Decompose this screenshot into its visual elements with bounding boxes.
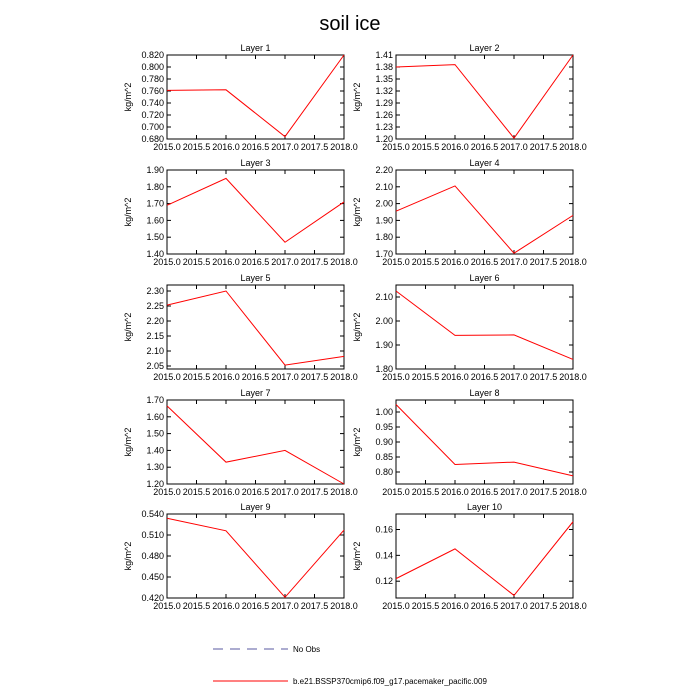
y-tick-label: 0.420 xyxy=(141,593,164,603)
panel-grid xyxy=(123,43,587,611)
series-line xyxy=(167,55,344,137)
x-tick-label: 2017.5 xyxy=(300,142,329,152)
x-tick-label: 2015.5 xyxy=(411,257,440,267)
y-tick-label: 1.40 xyxy=(146,249,164,259)
series-line xyxy=(396,186,573,253)
y-tick-label: 1.70 xyxy=(146,198,164,209)
y-tick-label: 2.20 xyxy=(375,165,393,175)
y-tick-label: 1.35 xyxy=(375,74,393,84)
panel-layer-1 xyxy=(123,43,358,152)
x-tick-label: 2015.5 xyxy=(411,142,440,152)
y-tick-label: 1.80 xyxy=(375,232,393,243)
y-axis-label: kg/m^2 xyxy=(352,82,362,112)
series-line xyxy=(167,406,344,484)
y-tick-label: 1.50 xyxy=(146,428,164,439)
panel-layer-9 xyxy=(123,502,358,611)
y-axis-label: kg/m^2 xyxy=(123,82,133,112)
x-tick-label: 2015.5 xyxy=(411,601,440,611)
y-tick-label: 2.25 xyxy=(146,301,164,311)
x-tick-label: 2016.5 xyxy=(470,257,499,267)
x-tick-label: 2015.5 xyxy=(182,142,211,152)
x-tick-label: 2016.0 xyxy=(441,372,469,382)
plot-frame xyxy=(167,170,344,254)
plot-frame xyxy=(167,55,344,139)
series-line xyxy=(396,522,573,596)
y-tick-label: 2.10 xyxy=(375,292,393,302)
y-tick-label: 2.00 xyxy=(375,198,393,209)
x-tick-label: 2017.5 xyxy=(300,372,329,382)
x-tick-label: 2015.5 xyxy=(182,601,211,611)
x-tick-label: 2017.0 xyxy=(271,487,299,497)
figure-title: soil ice xyxy=(319,13,381,35)
x-tick-label: 2018.0 xyxy=(559,487,587,497)
series-line xyxy=(396,405,573,476)
plot-frame xyxy=(396,170,573,254)
x-tick-label: 2017.0 xyxy=(500,601,528,611)
x-tick-label: 2017.0 xyxy=(271,372,299,382)
x-tick-label: 2015.0 xyxy=(153,142,181,152)
x-tick-label: 2018.0 xyxy=(559,257,587,267)
panel-layer-4 xyxy=(352,158,587,267)
x-tick-label: 2017.5 xyxy=(300,487,329,497)
panel-title: Layer 6 xyxy=(469,273,500,283)
y-tick-label: 2.10 xyxy=(375,181,393,192)
y-tick-label: 1.50 xyxy=(146,232,164,243)
x-tick-label: 2016.0 xyxy=(441,487,469,497)
x-tick-label: 2015.5 xyxy=(182,257,211,267)
x-tick-label: 2016.5 xyxy=(470,487,499,497)
series-line xyxy=(167,178,344,242)
plot-frame xyxy=(167,400,344,484)
x-tick-label: 2016.5 xyxy=(241,487,270,497)
x-tick-label: 2017.0 xyxy=(271,257,299,267)
x-tick-label: 2018.0 xyxy=(330,142,358,152)
y-axis-label: kg/m^2 xyxy=(123,541,133,571)
x-tick-label: 2016.0 xyxy=(212,372,240,382)
y-tick-label: 0.80 xyxy=(375,467,393,477)
y-tick-label: 1.40 xyxy=(146,445,164,456)
y-tick-label: 1.00 xyxy=(375,407,393,417)
panel-layer-8 xyxy=(352,388,587,497)
panel-layer-3 xyxy=(123,158,358,267)
plot-frame xyxy=(396,400,573,484)
y-axis-label: kg/m^2 xyxy=(123,427,133,457)
panel-layer-5 xyxy=(123,273,358,382)
x-tick-label: 2017.0 xyxy=(500,372,528,382)
x-tick-label: 2017.0 xyxy=(271,142,299,152)
y-tick-label: 1.70 xyxy=(146,395,164,405)
y-axis-label: kg/m^2 xyxy=(123,197,133,227)
x-tick-label: 2015.0 xyxy=(382,601,410,611)
x-tick-label: 2016.5 xyxy=(241,601,270,611)
y-axis-label: kg/m^2 xyxy=(123,312,133,342)
plot-frame xyxy=(396,285,573,369)
y-tick-label: 0.95 xyxy=(375,422,393,432)
panel-title: Layer 2 xyxy=(469,43,500,53)
series-line xyxy=(396,291,573,359)
y-tick-label: 1.90 xyxy=(375,340,393,350)
y-axis-label: kg/m^2 xyxy=(352,541,362,571)
series-line xyxy=(167,291,344,365)
plot-frame xyxy=(396,514,573,598)
y-tick-label: 1.70 xyxy=(375,249,393,259)
y-tick-label: 1.32 xyxy=(375,86,393,96)
panel-title: Layer 1 xyxy=(240,43,271,53)
y-tick-label: 1.26 xyxy=(375,110,393,120)
y-tick-label: 0.540 xyxy=(141,509,164,519)
x-tick-label: 2016.0 xyxy=(441,257,469,267)
y-tick-label: 2.20 xyxy=(146,316,164,326)
plot-frame xyxy=(167,285,344,369)
y-tick-label: 0.480 xyxy=(141,551,164,561)
x-tick-label: 2017.0 xyxy=(271,601,299,611)
x-tick-label: 2018.0 xyxy=(330,487,358,497)
y-axis-label: kg/m^2 xyxy=(352,312,362,342)
y-tick-label: 0.90 xyxy=(375,437,393,447)
y-tick-label: 0.820 xyxy=(141,50,164,60)
panel-layer-6 xyxy=(352,273,587,382)
panel-layer-10 xyxy=(352,502,587,611)
x-tick-label: 2015.5 xyxy=(182,372,211,382)
y-tick-label: 0.450 xyxy=(141,572,164,582)
y-tick-label: 1.90 xyxy=(146,165,164,175)
y-tick-label: 2.10 xyxy=(146,346,164,356)
x-tick-label: 2017.5 xyxy=(529,487,558,497)
x-tick-label: 2016.5 xyxy=(470,372,499,382)
x-tick-label: 2015.0 xyxy=(153,601,181,611)
y-tick-label: 0.720 xyxy=(141,110,164,120)
y-tick-label: 2.30 xyxy=(146,286,164,296)
y-tick-label: 0.700 xyxy=(141,122,164,132)
y-tick-label: 0.510 xyxy=(141,530,164,540)
x-tick-label: 2017.5 xyxy=(300,601,329,611)
y-tick-label: 0.680 xyxy=(141,134,164,144)
x-tick-label: 2015.0 xyxy=(382,372,410,382)
x-tick-label: 2015.5 xyxy=(182,487,211,497)
x-tick-label: 2017.5 xyxy=(529,142,558,152)
y-tick-label: 0.800 xyxy=(141,62,164,72)
x-tick-label: 2015.0 xyxy=(382,487,410,497)
x-tick-label: 2015.5 xyxy=(411,372,440,382)
x-tick-label: 2016.0 xyxy=(212,142,240,152)
x-tick-label: 2016.0 xyxy=(441,142,469,152)
panel-layer-2 xyxy=(352,43,587,152)
plot-frame xyxy=(167,514,344,598)
x-tick-label: 2018.0 xyxy=(559,601,587,611)
x-tick-label: 2018.0 xyxy=(559,372,587,382)
x-tick-label: 2016.5 xyxy=(241,257,270,267)
y-tick-label: 1.30 xyxy=(146,462,164,473)
y-tick-label: 2.00 xyxy=(375,316,393,326)
panel-layer-7 xyxy=(123,388,358,497)
x-tick-label: 2016.0 xyxy=(441,601,469,611)
panel-title: Layer 3 xyxy=(240,158,271,168)
x-tick-label: 2015.5 xyxy=(411,487,440,497)
panel-title: Layer 7 xyxy=(240,388,271,398)
y-tick-label: 1.80 xyxy=(375,364,393,374)
plot-frame xyxy=(396,55,573,139)
x-tick-label: 2016.0 xyxy=(212,601,240,611)
x-tick-label: 2016.5 xyxy=(241,142,270,152)
y-tick-label: 1.20 xyxy=(146,479,164,489)
legend-label-no-obs: No Obs xyxy=(293,645,321,654)
x-tick-label: 2018.0 xyxy=(330,372,358,382)
series-line xyxy=(167,518,344,597)
x-tick-label: 2017.5 xyxy=(529,601,558,611)
y-tick-label: 1.38 xyxy=(375,62,393,72)
panel-title: Layer 5 xyxy=(240,273,271,283)
y-tick-label: 0.16 xyxy=(375,524,393,535)
panel-title: Layer 9 xyxy=(240,502,271,512)
x-tick-label: 2016.0 xyxy=(212,257,240,267)
x-tick-label: 2015.0 xyxy=(153,487,181,497)
x-tick-label: 2017.0 xyxy=(500,487,528,497)
x-tick-label: 2018.0 xyxy=(559,142,587,152)
x-tick-label: 2015.0 xyxy=(382,142,410,152)
y-tick-label: 0.740 xyxy=(141,98,164,108)
y-tick-label: 1.80 xyxy=(146,181,164,192)
x-tick-label: 2017.5 xyxy=(529,372,558,382)
x-tick-label: 2016.5 xyxy=(470,142,499,152)
y-tick-label: 1.41 xyxy=(375,50,393,60)
y-tick-label: 1.90 xyxy=(375,215,393,226)
x-tick-label: 2018.0 xyxy=(330,257,358,267)
panel-title: Layer 8 xyxy=(469,388,500,398)
y-tick-label: 2.15 xyxy=(146,331,164,341)
series-line xyxy=(396,55,573,138)
x-tick-label: 2016.5 xyxy=(241,372,270,382)
y-tick-label: 0.85 xyxy=(375,452,393,462)
y-tick-label: 1.23 xyxy=(375,122,393,132)
y-axis-label: kg/m^2 xyxy=(352,197,362,227)
y-tick-label: 0.14 xyxy=(375,550,393,561)
y-tick-label: 0.780 xyxy=(141,74,164,84)
x-tick-label: 2015.0 xyxy=(153,372,181,382)
y-tick-label: 0.12 xyxy=(375,576,393,587)
panel-title: Layer 4 xyxy=(469,158,500,168)
x-tick-label: 2017.0 xyxy=(500,257,528,267)
y-axis-label: kg/m^2 xyxy=(352,427,362,457)
x-tick-label: 2017.0 xyxy=(500,142,528,152)
x-tick-label: 2015.0 xyxy=(382,257,410,267)
y-tick-label: 1.60 xyxy=(146,411,164,422)
x-tick-label: 2017.5 xyxy=(300,257,329,267)
legend-label-series: b.e21.BSSP370cmip6.f09_g17.pacemaker_pacific.009 xyxy=(293,677,487,686)
y-tick-label: 1.29 xyxy=(375,98,393,108)
x-tick-label: 2018.0 xyxy=(330,601,358,611)
y-tick-label: 1.20 xyxy=(375,134,393,144)
x-tick-label: 2017.5 xyxy=(529,257,558,267)
x-tick-label: 2015.0 xyxy=(153,257,181,267)
y-tick-label: 2.05 xyxy=(146,361,164,371)
panel-title: Layer 10 xyxy=(466,502,503,512)
y-tick-label: 1.60 xyxy=(146,215,164,226)
x-tick-label: 2016.5 xyxy=(470,601,499,611)
y-tick-label: 0.760 xyxy=(141,86,164,96)
x-tick-label: 2016.0 xyxy=(212,487,240,497)
legend xyxy=(213,645,487,686)
